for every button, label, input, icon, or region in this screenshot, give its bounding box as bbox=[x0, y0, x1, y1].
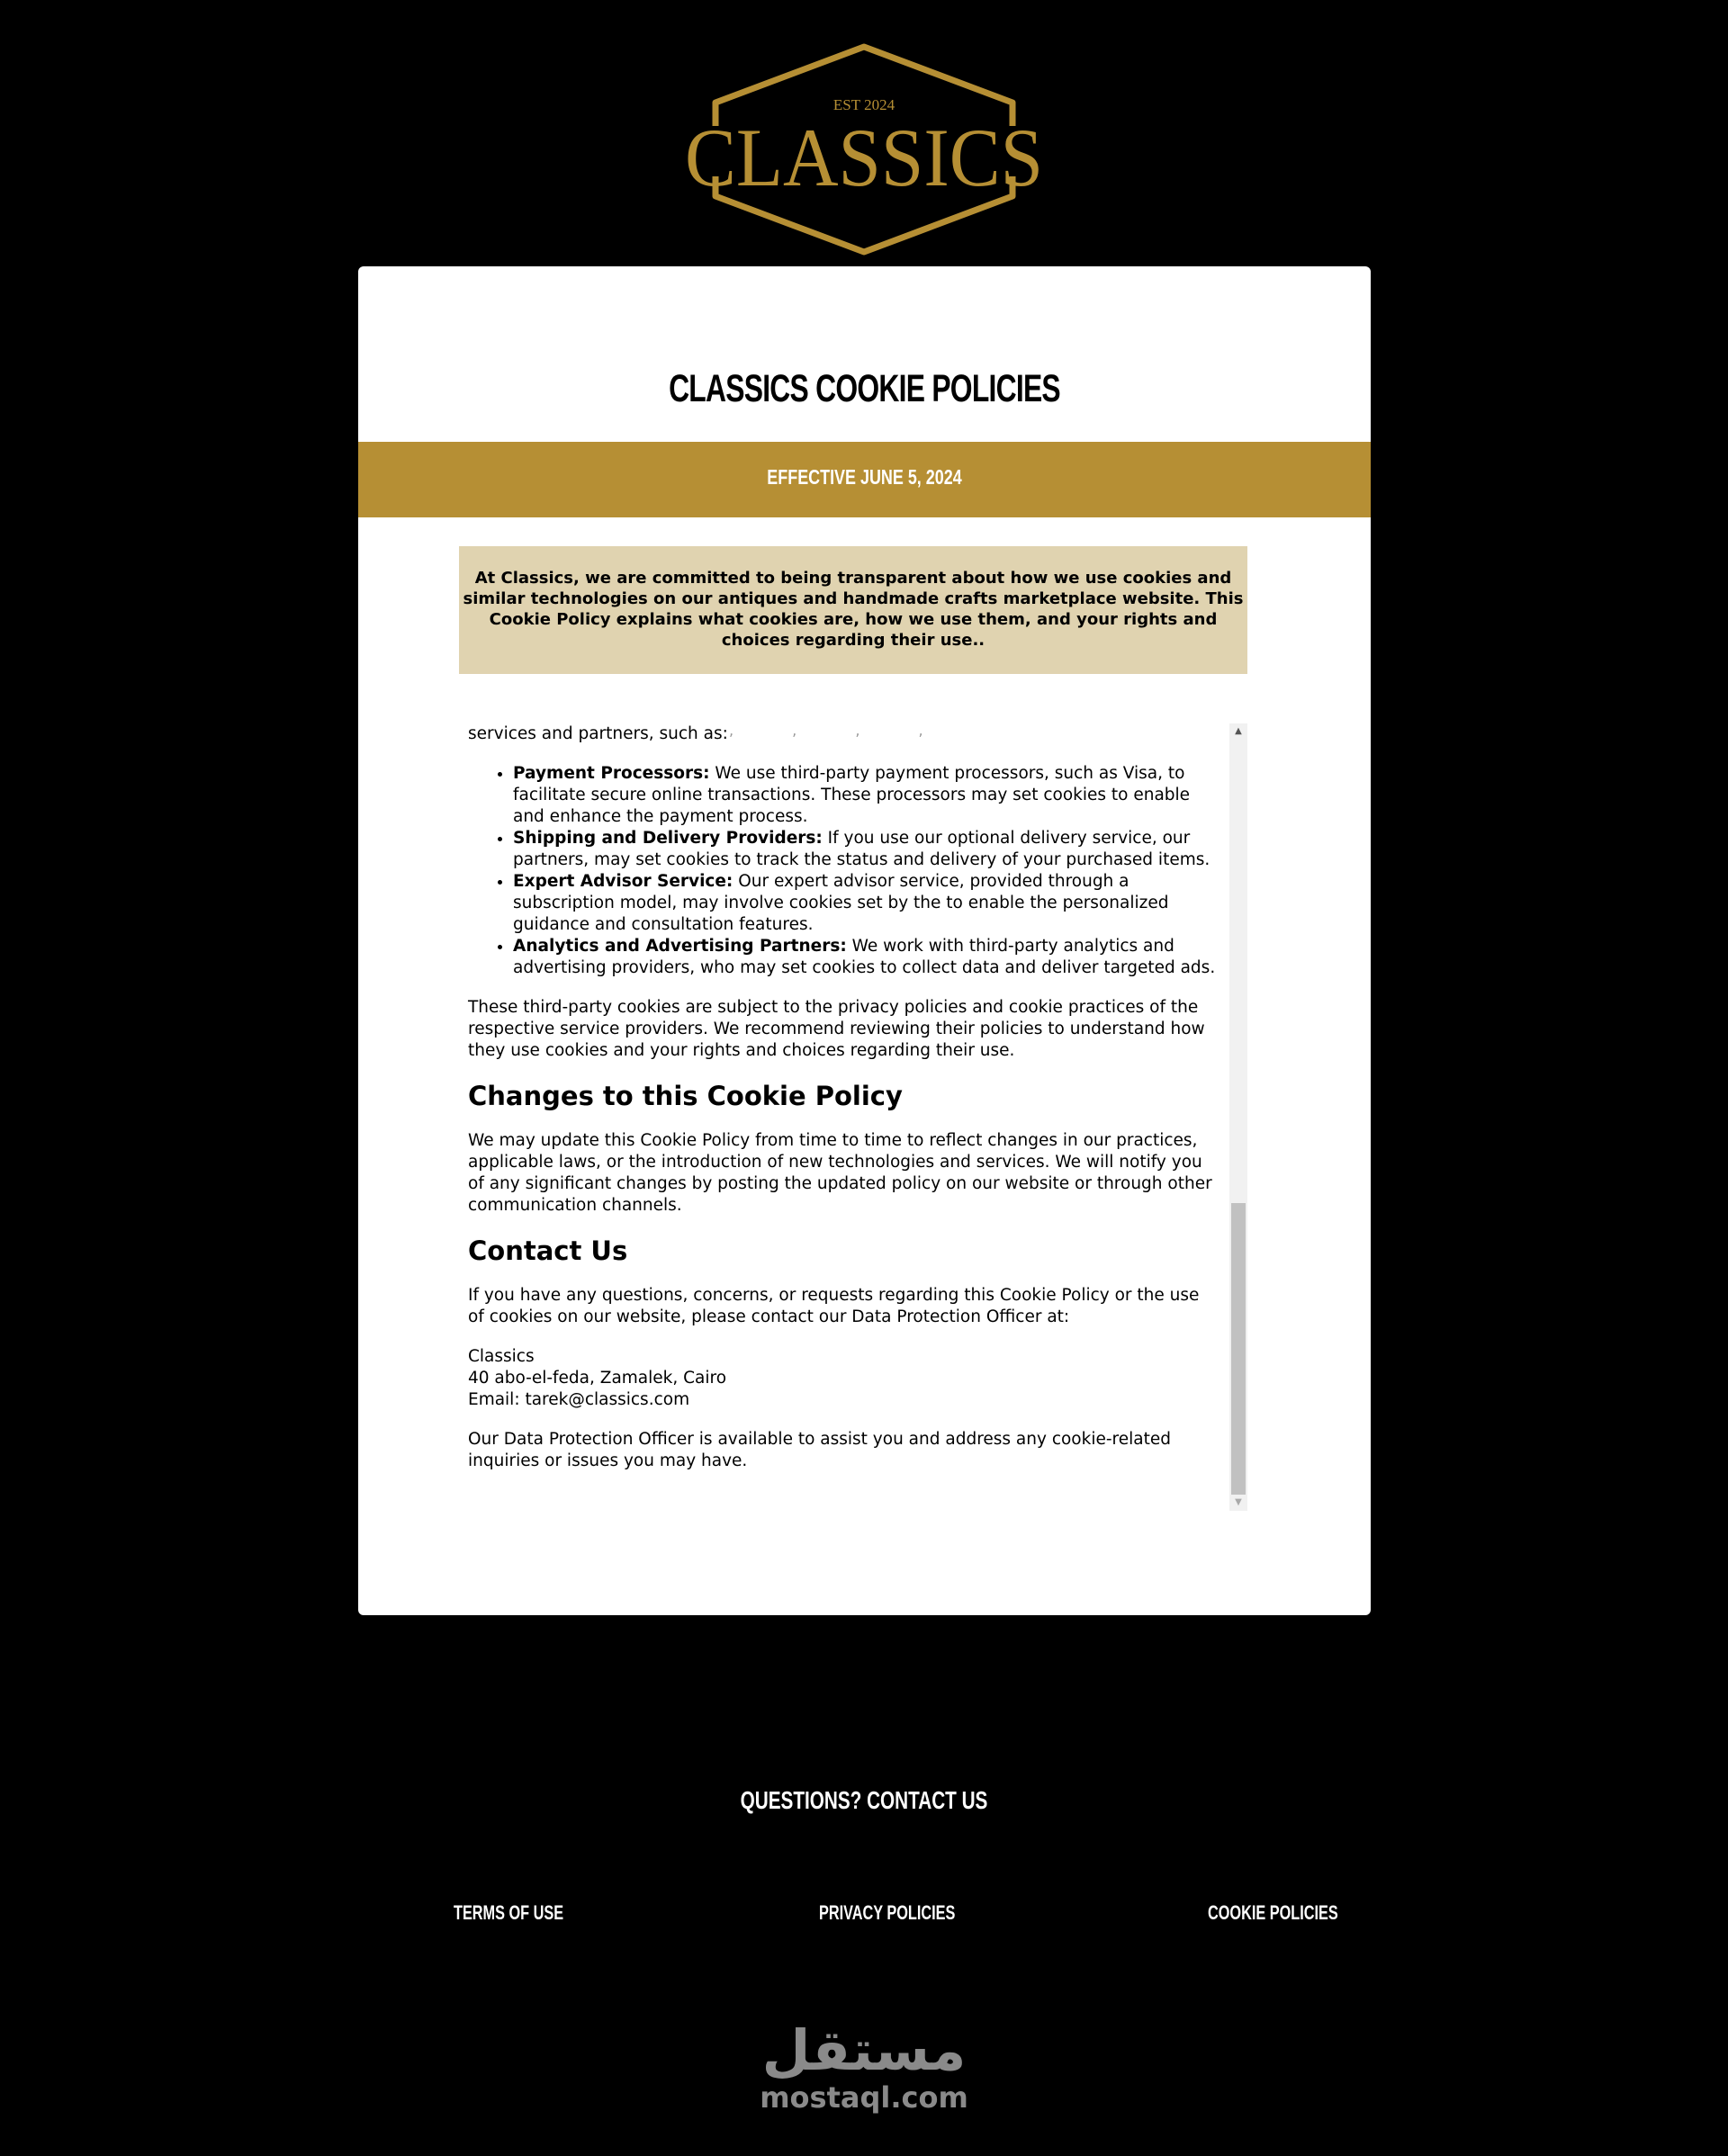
scroll-up-arrow-icon[interactable]: ▲ bbox=[1235, 726, 1242, 736]
contact-us-link[interactable]: QUESTIONS? CONTACT US bbox=[740, 1786, 988, 1814]
classics-logo bbox=[680, 41, 1048, 257]
intro-box: At Classics, we are committed to being transparent about how we use cookies and similar technologies on our antiques and handmade crafts marketplace website. This Cookie Policy explains what cookies are, how we use them, and your rights and choices regarding their use.. bbox=[459, 546, 1247, 674]
changes-text: We may update this Cookie Policy from time to time to reflect changes in our practices, applicable laws, or the introduction of new technologies and services. We will notify you of any significant changes by posting the updated policy on our website or through other communication channels. bbox=[468, 1131, 1212, 1215]
closing-text: Our Data Protection Officer is available to assist you and address any cookie-related inquiries or issues you may have. bbox=[468, 1430, 1171, 1470]
scroll-down-arrow-icon[interactable]: ▼ bbox=[1235, 1497, 1242, 1507]
watermark-latin: mostaql.com bbox=[760, 2080, 968, 2115]
policy-scroll-area[interactable] bbox=[459, 723, 1247, 1511]
scrollbar[interactable] bbox=[1229, 723, 1247, 1511]
terms-of-use-link[interactable]: TERMS OF USE bbox=[454, 1901, 564, 1924]
clipped-text-line: , , , , bbox=[729, 722, 950, 739]
address-name: Classics bbox=[468, 1347, 535, 1366]
contact-heading: Contact Us bbox=[468, 1235, 628, 1266]
mostaql-watermark bbox=[756, 2007, 972, 2115]
partners-lead-in: services and partners, such as: bbox=[468, 724, 728, 743]
list-item: • Analytics and Advertising Partners: We work with third-party analytics and advertising providers, who may set cookies to collect data and deliver targeted ads. bbox=[513, 936, 1220, 979]
contact-address bbox=[468, 1346, 1220, 1411]
logo-brand: CLASSICS bbox=[685, 112, 1043, 203]
effective-date-banner bbox=[358, 442, 1371, 517]
watermark-arabic: مستقل bbox=[761, 2017, 967, 2083]
partners-list bbox=[513, 763, 1220, 979]
page-title: CLASSICS COOKIE POLICIES bbox=[669, 367, 1060, 410]
policy-card bbox=[358, 266, 1371, 1615]
privacy-policies-link[interactable]: PRIVACY POLICIES bbox=[819, 1901, 956, 1924]
scrollbar-thumb[interactable] bbox=[1231, 1203, 1246, 1495]
contact-text: If you have any questions, concerns, or requests regarding this Cookie Policy or the use of cookies on our website, please contact our Data Protection Officer at: bbox=[468, 1286, 1200, 1326]
list-item: • Shipping and Delivery Providers: If you use our optional delivery service, our partners, may set cookies to track the status and delivery of your purchased items. bbox=[513, 828, 1220, 871]
address-street: 40 abo-el-feda, Zamalek, Cairo bbox=[468, 1369, 727, 1388]
address-email[interactable]: Email: tarek@classics.com bbox=[468, 1390, 690, 1409]
list-item: • Payment Processors: We use third-party payment processors, such as Visa, to facilitate secure online transactions. These processors may set cookies to enable and enhance the payment process. bbox=[513, 763, 1220, 828]
cookie-policies-link[interactable]: COOKIE POLICIES bbox=[1208, 1901, 1338, 1924]
effective-date: EFFECTIVE JUNE 5, 2024 bbox=[767, 465, 962, 489]
policy-content bbox=[468, 720, 1220, 1490]
list-item: • Expert Advisor Service: Our expert advisor service, provided through a subscription model, may involve cookies set by the to enable the personalized guidance and consultation features. bbox=[513, 871, 1220, 936]
third-party-note: These third-party cookies are subject to the privacy policies and cookie practices of the respective service providers. We recommend reviewing their policies to understand how they use cookies and your rights and choices regarding their use. bbox=[468, 998, 1205, 1060]
logo-established: EST 2024 bbox=[832, 96, 896, 113]
changes-heading: Changes to this Cookie Policy bbox=[468, 1081, 903, 1111]
